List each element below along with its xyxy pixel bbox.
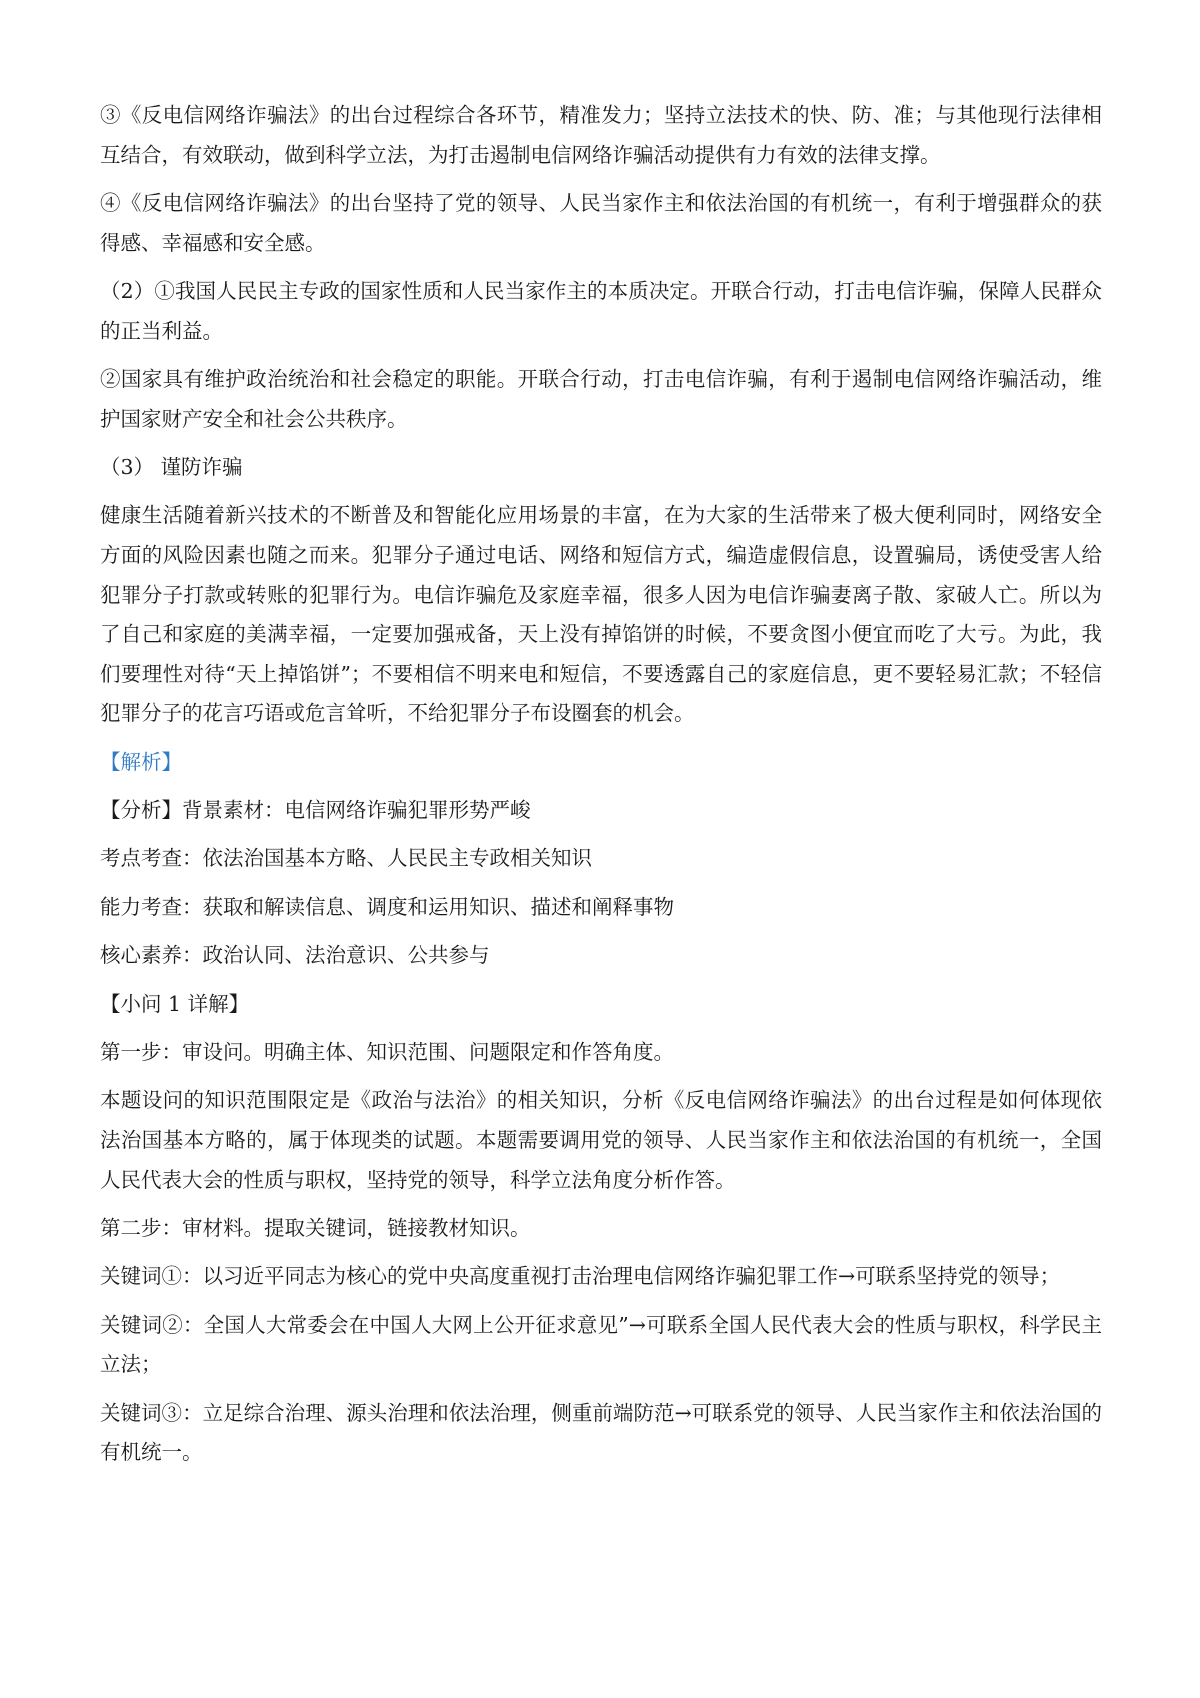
step-2: 第二步：审材料。提取关键词，链接教材知识。 [100,1216,531,1240]
keyword-2: 关键词②：全国人大常委会在中国人大网上公开征求意见”→可联系全国人民代表大会的性质与职权，科学民主立法； [100,1312,1102,1377]
keyword-3: 关键词③：立足综合治理、源头治理和依法治理，侧重前端防范→可联系党的领导、人民当家作主和依法治国的有机统一。 [100,1400,1102,1465]
analysis-background: 【分析】背景素材：电信网络诈骗犯罪形势严峻 [100,798,531,823]
answer-part-2-point-2: ②国家具有维护政治统治和社会稳定的职能。开联合行动，打击电信诈骗，有利于遏制电信网络诈骗活动，维护国家财产安全和社会公共秩序。 [100,366,1102,431]
answer-paragraph-3: ③《反电信网络诈骗法》的出台过程综合各环节，精准发力；坚持立法技术的快、防、准；与其他现行法律相互结合，有效联动，做到科学立法，为打击遏制电信网络诈骗活动提供有力有效的法律支撑。 [100,103,1102,167]
answer-part-2-point-1: （2）①我国人民民主专政的国家性质和人民当家作主的本质决定。开联合行动，打击电信诈骗，保障人民群众的正当利益。 [100,278,1102,343]
analysis-core-literacy: 核心素养：政治认同、法治意识、公共参与 [100,943,490,968]
analysis-exam-points: 考点考查：依法治国基本方略、人民民主专政相关知识 [100,846,592,871]
step-1: 第一步：审设问。明确主体、知识范围、问题限定和作答角度。 [100,1040,674,1065]
answer-part-3-title: （3） 谨防诈骗 [100,454,243,479]
sub-question-1-heading: 【小问 1 详解】 [100,991,250,1016]
analysis-ability: 能力考查：获取和解读信息、调度和运用知识、描述和阐释事物 [100,894,674,919]
keyword-1: 关键词①：以习近平同志为核心的党中央高度重视打击治理电信网络诈骗犯罪工作→可联系坚持党的领导； [100,1264,1061,1289]
step-1-explanation: 本题设问的知识范围限定是《政治与法治》的相关知识，分析《反电信网络诈骗法》的出台过程是如何体现依法治国基本方略的，属于体现类的试题。本题需要调用党的领导、人民当家作主和依法治国的有机统一，全国人民代表大会的性质与职权，坚持党的领导，科学立法角度分析作答。 [100,1088,1102,1192]
answer-paragraph-4: ④《反电信网络诈骗法》的出台坚持了党的领导、人民当家作主和依法治国的有机统一，有利于增强群众的获得感、幸福感和安全感。 [100,190,1102,255]
document-page [100,96,1102,1482]
analysis-heading: 【解析】 [100,749,182,774]
answer-part-3-body: 健康生活随着新兴技术的不断普及和智能化应用场景的丰富，在为大家的生活带来了极大便利同时，网络安全方面的风险因素也随之而来。犯罪分子通过电话、网络和短信方式，编造虚假信息，设置骗局，诱使受害人给犯罪分子打款或转账的犯罪行为。电信诈骗危及家庭幸福，很多人因为电信诈骗妻离子散、家破人亡。所以为了自己和家庭的美满幸福，一定要加强戒备，天上没有掉馅饼的时候，不要贪图小便宜而吃了大亏。为此，我们要理性对待“天上掉馅饼”；不要相信不明来电和短信，不要透露自己的家庭信息，更不要轻易汇款；不轻信犯罪分子的花言巧语或危言耸听，不给犯罪分子布设圈套的机会。 [100,503,1102,726]
